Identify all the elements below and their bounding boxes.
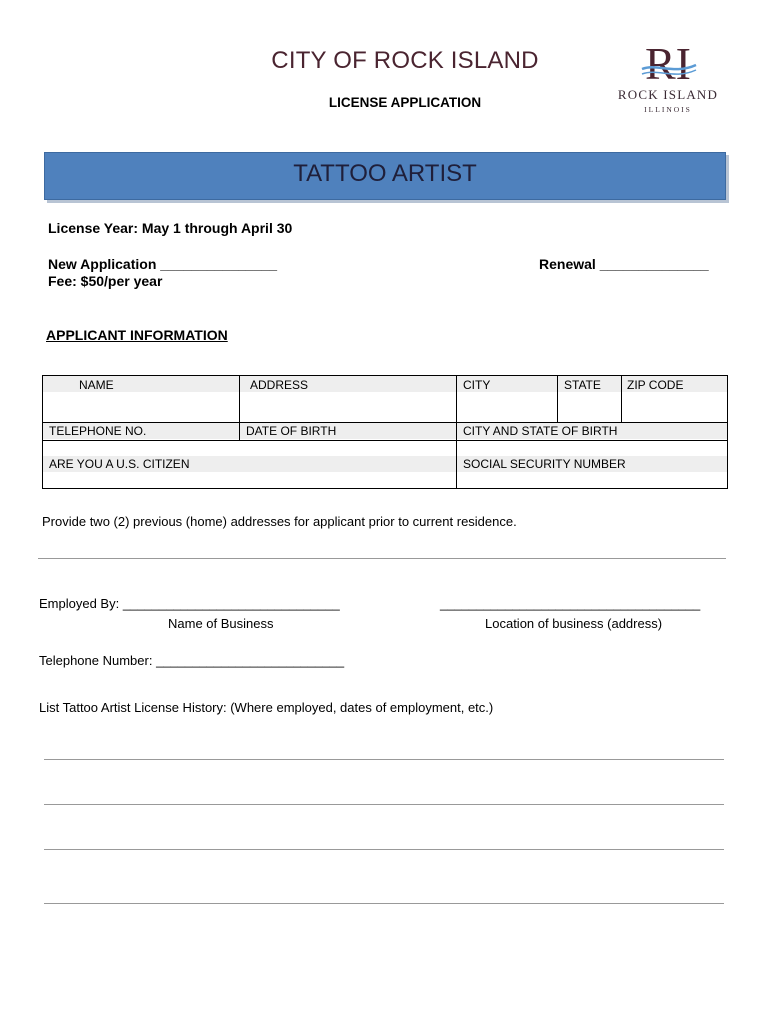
ssn-field[interactable]: SOCIAL SECURITY NUMBER [463,457,626,471]
logo-text [612,87,724,114]
zip-field[interactable]: ZIP CODE [627,378,684,392]
employer-telephone-field[interactable]: Telephone Number: __________________________ [39,653,345,668]
logo-line1: ROCK ISLAND [617,87,719,102]
license-history-label: List Tattoo Artist License History: (Where employed, dates of employment, etc.) [39,700,494,715]
previous-addresses-label: Provide two (2) previous (home) addresses for applicant prior to current residence. [42,514,517,529]
table-divider [239,422,240,440]
birth-place-field[interactable]: CITY AND STATE OF BIRTH [463,424,618,438]
history-line[interactable] [44,903,724,904]
history-line[interactable] [44,759,724,760]
business-name-caption: Name of Business [168,616,274,631]
table-divider [621,376,622,422]
fee-text: Fee: $50/per year [48,273,163,289]
previous-address-line[interactable] [38,558,726,559]
city-title: CITY OF ROCK ISLAND [271,47,539,74]
citizen-field[interactable]: ARE YOU A U.S. CITIZEN [49,457,190,471]
applicant-table [42,375,728,489]
logo-monogram: RI [645,38,691,89]
business-location-field[interactable]: ____________________________________ [440,596,701,611]
history-line[interactable] [44,804,724,805]
name-field[interactable]: NAME [79,378,114,392]
new-application-field[interactable]: New Application _______________ [48,256,278,272]
dob-field[interactable]: DATE OF BIRTH [246,424,337,438]
history-line[interactable] [44,849,724,850]
table-divider [43,422,727,423]
table-divider [43,440,727,441]
telephone-field[interactable]: TELEPHONE NO. [49,424,147,438]
renewal-field[interactable]: Renewal ______________ [539,256,709,272]
logo-line2: ILLINOIS [644,105,692,114]
employed-by-field[interactable]: Employed By: ______________________________ [39,596,340,611]
table-divider [456,376,457,488]
banner-title: TATTOO ARTIST [293,160,477,187]
row-shade [43,376,727,392]
form-subtitle: LICENSE APPLICATION [328,95,482,110]
state-field[interactable]: STATE [564,378,601,392]
applicant-heading: APPLICANT INFORMATION [46,327,228,343]
city-field[interactable]: CITY [463,378,491,392]
license-year: License Year: May 1 through April 30 [48,220,293,236]
table-divider [557,376,558,422]
table-divider [239,376,240,422]
address-field[interactable]: ADDRESS [250,378,309,392]
business-location-caption: Location of business (address) [485,616,663,631]
